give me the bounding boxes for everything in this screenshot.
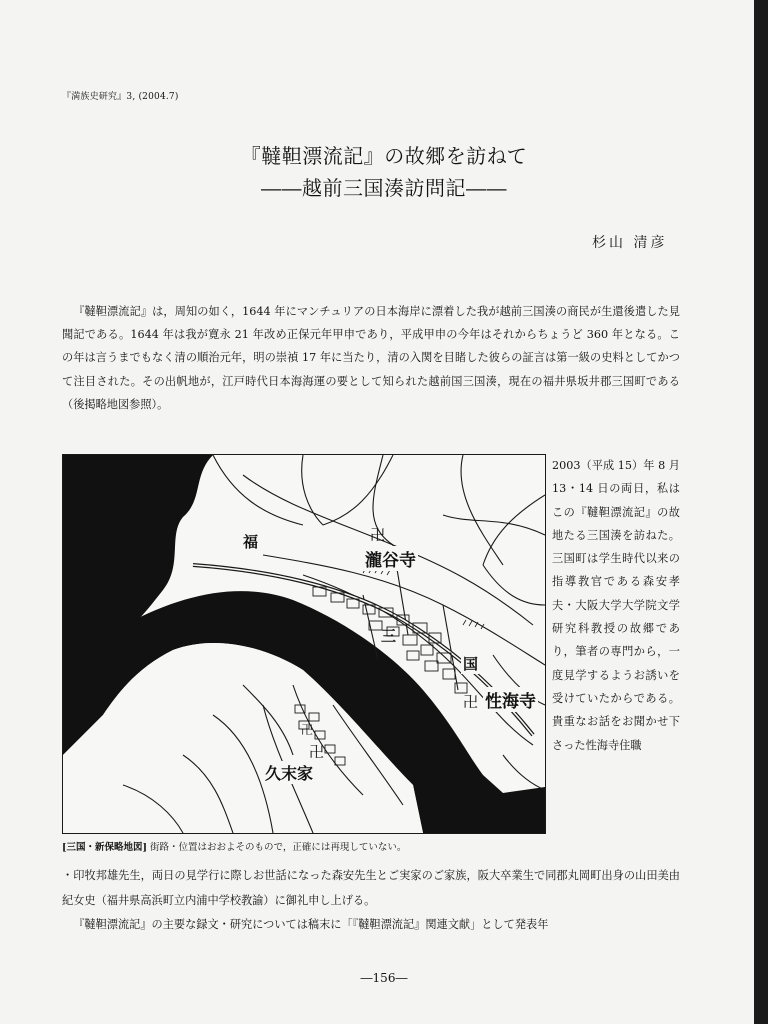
intro-section [62,300,680,416]
coast-hatching [363,568,484,629]
map-label-kuni: 国 [463,655,479,673]
page-number: ―156― [360,971,408,985]
temple-icon: 卍 [309,743,325,761]
author-name: 杉山 清彦 [592,235,668,251]
map-label-kumatsu-house: 久末家 [263,761,315,784]
temple-icon: 卍 [301,723,314,737]
map-label-fuku: 福 [243,533,259,551]
article-subtitle: ――越前三国湊訪問記―― [261,176,507,200]
last-paragraph: 『韃靼漂流記』の主要な録文・研究については稿末に「『韃靼漂流記』関連文献」として発表年 [73,918,549,931]
intro-paragraph: 『韃靼漂流記』は，周知の如く，1644 年にマンチュリアの日本海岸に漂着した我が越前三国湊の商民が生還後遣した見聞記である。1644 年は我が寛永 21 年改め正保元年甲申であり，平成甲申の今年はそれからちょうど 360 年となる。この年は言うまでもなく清の順治元年，明の崇禎 17 年に当たり，清の入関を目睹した彼らの証言は第一級の史料としてかつて注目された。その出帆地が，江戸時代日本海海運の要として知られた越前国三国湊，現在の福井県坂井郡三国町である（後掲略地図参照）。 [62,305,680,411]
map-label-shokaiji: 性海寺 [483,687,538,712]
temple-icon: 卍 [370,526,386,544]
side-column [552,454,680,757]
temple-icon: 卍 [463,693,479,711]
article-title: 『韃靼漂流記』の故郷を訪ねて [240,144,528,168]
continuation-paragraph: ・印牧邦雄先生，両日の見学行に際しお世話になった森安先生とご実家のご家族，阪大卒業生で同郡丸岡町出身の山田美由紀女史（福井県高浜町立内浦中学校教諭）に御礼申し上げる。 [62,869,680,907]
mikuni-map [62,454,546,834]
map-label-san: 三 [381,627,397,645]
map-caption-title: [三国・新保略地図] [62,842,147,853]
continuation-section [62,864,680,938]
journal-header: 『満族史研究』3, (2004.7) [62,92,179,102]
map-caption-text: 街路・位置はおおよそのもので，正確には再現していない。 [150,842,407,853]
map-caption [62,839,406,853]
map-label-ryukokuji: 瀧谷寺 [363,546,418,571]
side-column-text: 2003（平成 15）年 8 月 13・14 日の両日，私はこの『韃靼漂流記』の故地たる三国湊を訪ねた。三国町は学生時代以来の指導教官である森安孝夫・大阪大学大学院文学研究科教授の故郷であり，筆者の専門から，一度見学するようお誘いを受けていたからである。貴重なお話をお聞かせ下さった性海寺住職 [552,459,680,752]
